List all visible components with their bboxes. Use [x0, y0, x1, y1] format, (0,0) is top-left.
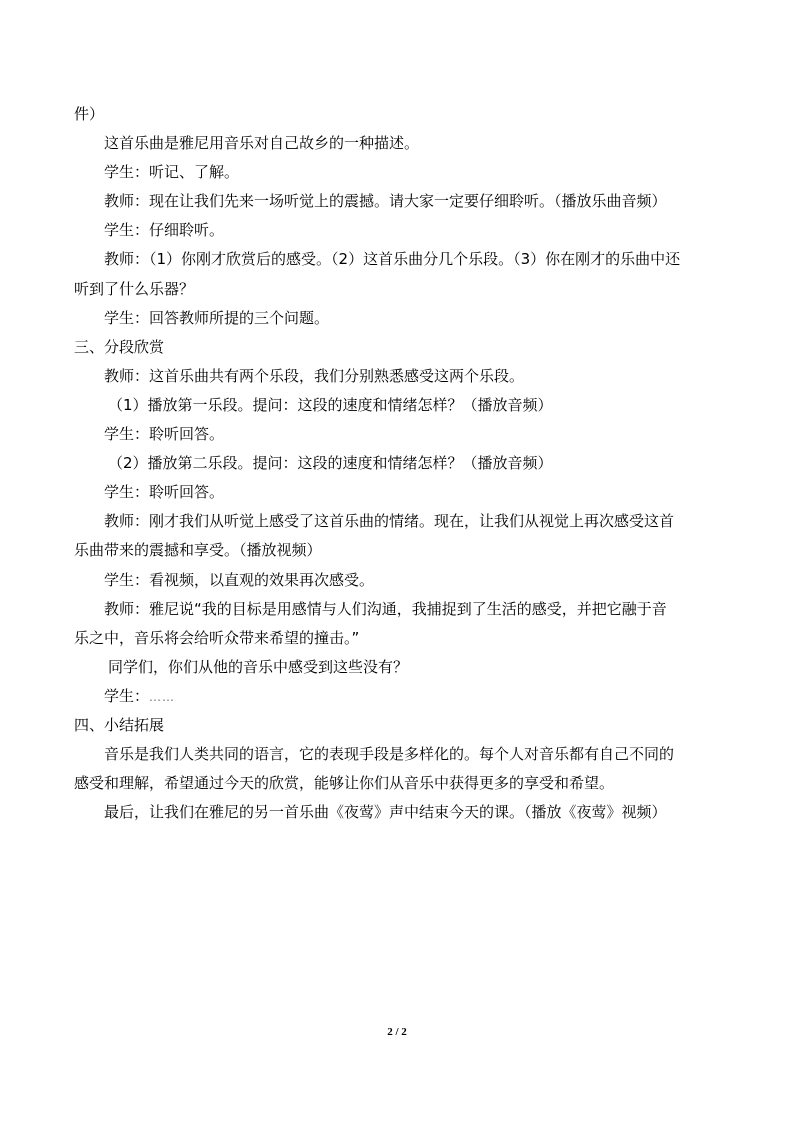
section-heading: 三、分段欣赏 — [74, 337, 165, 356]
text-line: 教师：现在让我们先来一场听觉上的震撼。请大家一定要仔细聆听。（播放乐曲音频） — [104, 192, 667, 211]
ellipsis-text: …… — [149, 689, 176, 704]
text-line: 学生：回答教师所提的三个问题。 — [104, 308, 330, 327]
text-line: 同学们，你们从他的音乐中感受到这些没有？ — [108, 657, 409, 676]
text-line: 教师：雅尼说“我的目标是用感情与人们沟通，我捕捉到了生活的感受，并把它融于音 — [104, 599, 667, 618]
text-line: 学生：听记、了解。 — [104, 163, 240, 182]
text-line: 听到了什么乐器？ — [74, 279, 195, 298]
page-number: 2 / 2 — [387, 1026, 407, 1038]
text-line: 音乐是我们人类共同的语言，它的表现手段是多样化的。每个人对音乐都有自己不同的 — [104, 745, 675, 764]
text-line: 教师：这首乐曲共有两个乐段，我们分别熟悉感受这两个乐段。 — [104, 366, 525, 385]
text-line: 教师：（1）你刚才欣赏后的感受。（2）这首乐曲分几个乐段。（3）你在刚才的乐曲中还 — [104, 250, 681, 269]
text-line: 件） — [74, 105, 105, 123]
document-body — [74, 100, 720, 827]
text-line: 乐之中，音乐将会给听众带来希望的撞击。” — [74, 628, 360, 647]
text-line: 最后，让我们在雅尼的另一首乐曲《夜莺》声中结束今天的课。（播放《夜莺》视频） — [104, 803, 667, 822]
text-line — [74, 682, 720, 711]
text-line: （2）播放第二乐段。提问：这段的速度和情绪怎样？（播放音频） — [108, 454, 553, 473]
text-line: 教师：刚才我们从听觉上感受了这首乐曲的情绪。现在，让我们从视觉上再次感受这首 — [104, 512, 675, 531]
section-heading: 四、小结拓展 — [74, 715, 165, 734]
text-line: 乐曲带来的震撼和享受。（播放视频） — [74, 541, 322, 560]
text-line: 学生：聆听回答。 — [104, 483, 225, 502]
text-line: 学生：看视频，以直观的效果再次感受。 — [104, 570, 375, 589]
speaker-label: 学生： — [104, 686, 150, 705]
text-line: 学生：仔细聆听。 — [104, 221, 225, 240]
text-line: 这首乐曲是雅尼用音乐对自己故乡的一种描述。 — [104, 134, 420, 153]
text-line: 感受和理解，希望通过今天的欣赏，能够让你们从音乐中获得更多的享受和希望。 — [74, 774, 615, 793]
text-line: （1）播放第一乐段。提问：这段的速度和情绪怎样？（播放音频） — [108, 395, 553, 414]
text-line: 学生：聆听回答。 — [104, 425, 225, 444]
